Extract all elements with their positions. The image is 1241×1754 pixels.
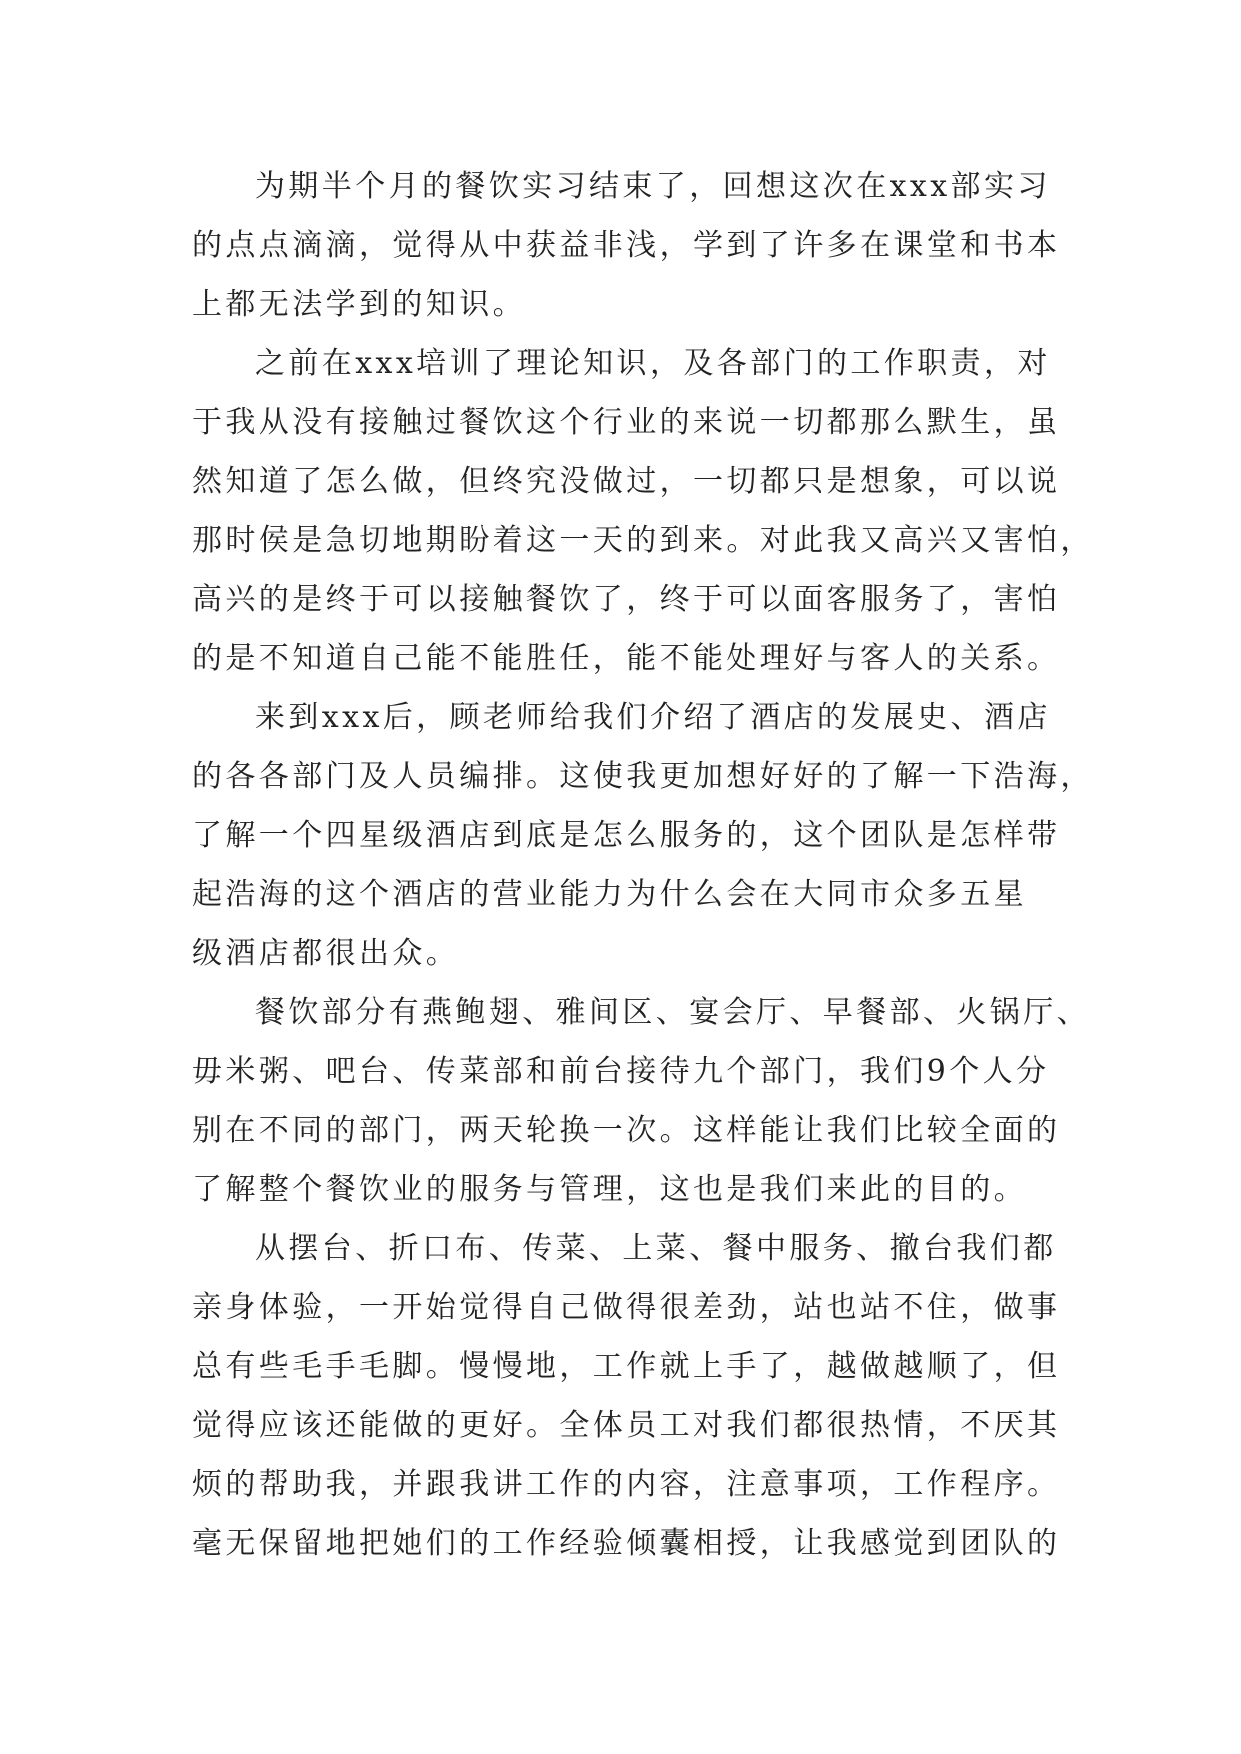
text-line: 高兴的是终于可以接触餐饮了，终于可以面客服务了，害怕 xyxy=(192,582,1061,617)
text-line: 为期半个月的餐饮实习结束了，回想这次在xxx部实习 xyxy=(255,169,1051,204)
text-line: 的是不知道自己能不能胜任，能不能处理好与客人的关系。 xyxy=(192,641,1061,676)
text-line: 来到xxx后，顾老师给我们介绍了酒店的发展史、酒店 xyxy=(255,700,1051,735)
text-line: 上都无法学到的知识。 xyxy=(192,287,526,322)
text-line: 餐饮部分有燕鲍翅、雅间区、宴会厅、早餐部、火锅厅、 xyxy=(255,995,1090,1030)
paragraph-1 xyxy=(192,157,1061,334)
text-line: 别在不同的部门，两天轮换一次。这样能让我们比较全面的 xyxy=(192,1113,1061,1148)
text-line: 那时侯是急切地期盼着这一天的到来。对此我又高兴又害怕， xyxy=(192,523,1094,558)
paragraph-2 xyxy=(192,334,1094,688)
text-line: 级酒店都很出众。 xyxy=(192,936,460,971)
text-line: 于我从没有接触过餐饮这个行业的来说一切都那么默生，虽 xyxy=(192,405,1061,440)
text-line: 毫无保留地把她们的工作经验倾囊相授，让我感觉到团队的 xyxy=(192,1526,1061,1561)
paragraph-3 xyxy=(192,688,1094,983)
paragraph-5 xyxy=(192,1219,1061,1573)
text-line: 了解一个四星级酒店到底是怎么服务的，这个团队是怎样带 xyxy=(192,818,1061,853)
text-line: 从摆台、折口布、传菜、上菜、餐中服务、撤台我们都 xyxy=(255,1231,1057,1266)
text-line: 觉得应该还能做的更好。全体员工对我们都很热情，不厌其 xyxy=(192,1408,1061,1443)
text-line: 烦的帮助我，并跟我讲工作的内容，注意事项，工作程序。 xyxy=(192,1467,1061,1502)
text-line: 之前在xxx培训了理论知识，及各部门的工作职责，对 xyxy=(255,346,1051,381)
text-line: 了解整个餐饮业的服务与管理，这也是我们来此的目的。 xyxy=(192,1172,1027,1207)
text-line: 毋米粥、吧台、传菜部和前台接待九个部门，我们9个人分 xyxy=(192,1054,1050,1089)
text-line: 亲身体验，一开始觉得自己做得很差劲，站也站不住，做事 xyxy=(192,1290,1061,1325)
text-line: 总有些毛手毛脚。慢慢地，工作就上手了，越做越顺了，但 xyxy=(192,1349,1061,1384)
document-body xyxy=(192,157,1094,1573)
text-line: 的各各部门及人员编排。这使我更加想好好的了解一下浩海， xyxy=(192,759,1094,794)
text-line: 然知道了怎么做，但终究没做过，一切都只是想象，可以说 xyxy=(192,464,1061,499)
text-line: 起浩海的这个酒店的营业能力为什么会在大同市众多五星 xyxy=(192,877,1027,912)
text-line: 的点点滴滴，觉得从中获益非浅，学到了许多在课堂和书本 xyxy=(192,228,1061,263)
paragraph-4 xyxy=(192,983,1090,1219)
